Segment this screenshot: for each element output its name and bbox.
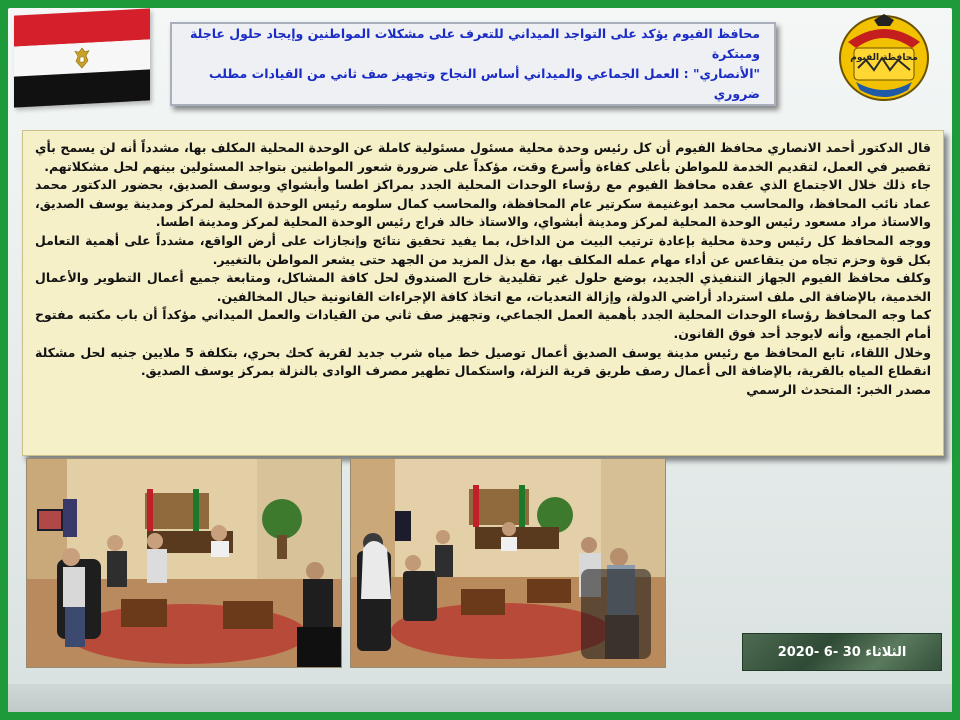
meeting-photo-2 (350, 458, 666, 668)
article-paragraph-1: قال الدكتور أحمد الانصاري محافظ الفيوم أن كل رئيس وحدة محلية مسئول مسئولية كاملة عن الوحدة المحلية المكلف بها، مشدداً أنه لن يسمح بأي تقصير في العمل، لتقديم الخدمة للمواطن بأعلى كفاءة وأسرع وقت، مؤكداً على ضرورة شعور المواطنين بتواجد المسئولين بينهم لحل مشكلاتهم. (35, 140, 931, 174)
eagle-emblem-icon (73, 47, 91, 70)
article-paragraph-3: ووجه المحافظ كل رئيس وحدة محلية بإعادة ترتيب البيت من الداخل، بما يفيد تحقيق نتائج وإنجازات على أرض الواقع، مشدداً على أهمية التعامل بكل قوة وحزم تجاه من يتقاعس عن أداء مهام عمله المكلف بها، مع بذل المزيد من الجهد حتى يشعر المواطن بالتغيير. (35, 232, 931, 267)
headline-line-2: "الأنصاري" : العمل الجماعي والميداني أساس النجاح وتجهيز صف ثاني من القيادات مطلب ضروري (209, 66, 760, 101)
footer-strip (8, 684, 952, 712)
headline-box (170, 22, 776, 106)
egypt-flag-icon (14, 8, 150, 107)
article-source: مصدر الخبر: المتحدث الرسمي (746, 381, 931, 397)
date-badge (742, 633, 942, 671)
article-body (22, 130, 944, 456)
article-paragraph-2: جاء ذلك خلال الاجتماع الذي عقده محافظ الفيوم مع رؤساء الوحدات المحلية الجدد بمراكز اطسا وأبشواي ويوسف الصديق، بحضور الدكتور محمد عماد نائب المحافظ، والمحاسب محمد ابوغنيمة سكرتير عام المحافظة، والمحاسب كمال سلومه رئيس الوحدة المحلية لمركز ومدينة يوسف الصديق، والاستاذ مراد مسعود رئيس الوحدة المحلية لمركز ومدينة أبشواي، والاستاذ خالد فراج رئيس الوحدة المحلية لمركز ومدينة اطسا. (35, 177, 931, 230)
meeting-photo-1 (26, 458, 342, 668)
article-paragraph-4: وكلف محافظ الفيوم الجهاز التنفيذي الجديد، بوضع حلول غير تقليدية خارج الصندوق لحل كافة المشاكل، ومتابعة جميع أعمال التطوير والأعمال الخدمية، بالإضافة الى ملف استرداد أراضي الدولة، وإزالة التعديات، مع اتخاذ كافة الإجراءات القانونية حيال المخالفين. (35, 270, 931, 304)
headline-line-1: محافظ الفيوم يؤكد على التواجد الميداني للتعرف على مشكلات المواطنين وإيجاد حلول عاجلة ومبتكرة (190, 26, 760, 61)
date-text: الثلاثاء 30 -6 -2020 (777, 644, 907, 660)
logo-text: محافظة الفيوم (850, 53, 918, 63)
article-paragraph-6: وخلال اللقاء، تابع المحافظ مع رئيس مدينة يوسف الصديق أعمال توصيل خط مياه شرب جديد لقرية كحك بحري، بتكلفة 5 ملايين جنيه لحل مشكلة انقطاع المياه بالقرية، بالإضافة الى أعمال رصف طريق قرية النزلة، واستكمال تطهير مصرف الوادى بالنزلة بمركز يوسف الصديق. (35, 344, 932, 379)
fayoum-governorate-logo-icon (834, 12, 932, 104)
article-paragraph-5: كما وجه المحافظ رؤساء الوحدات المحلية الجدد بأهمية العمل الجماعي، وتجهيز صف ثاني من القيادات والعمل الميداني مؤكداً أن باب مكتبه مفتوح أمام الجميع، وأنه لايوجد أحد فوق القانون. (35, 307, 931, 341)
